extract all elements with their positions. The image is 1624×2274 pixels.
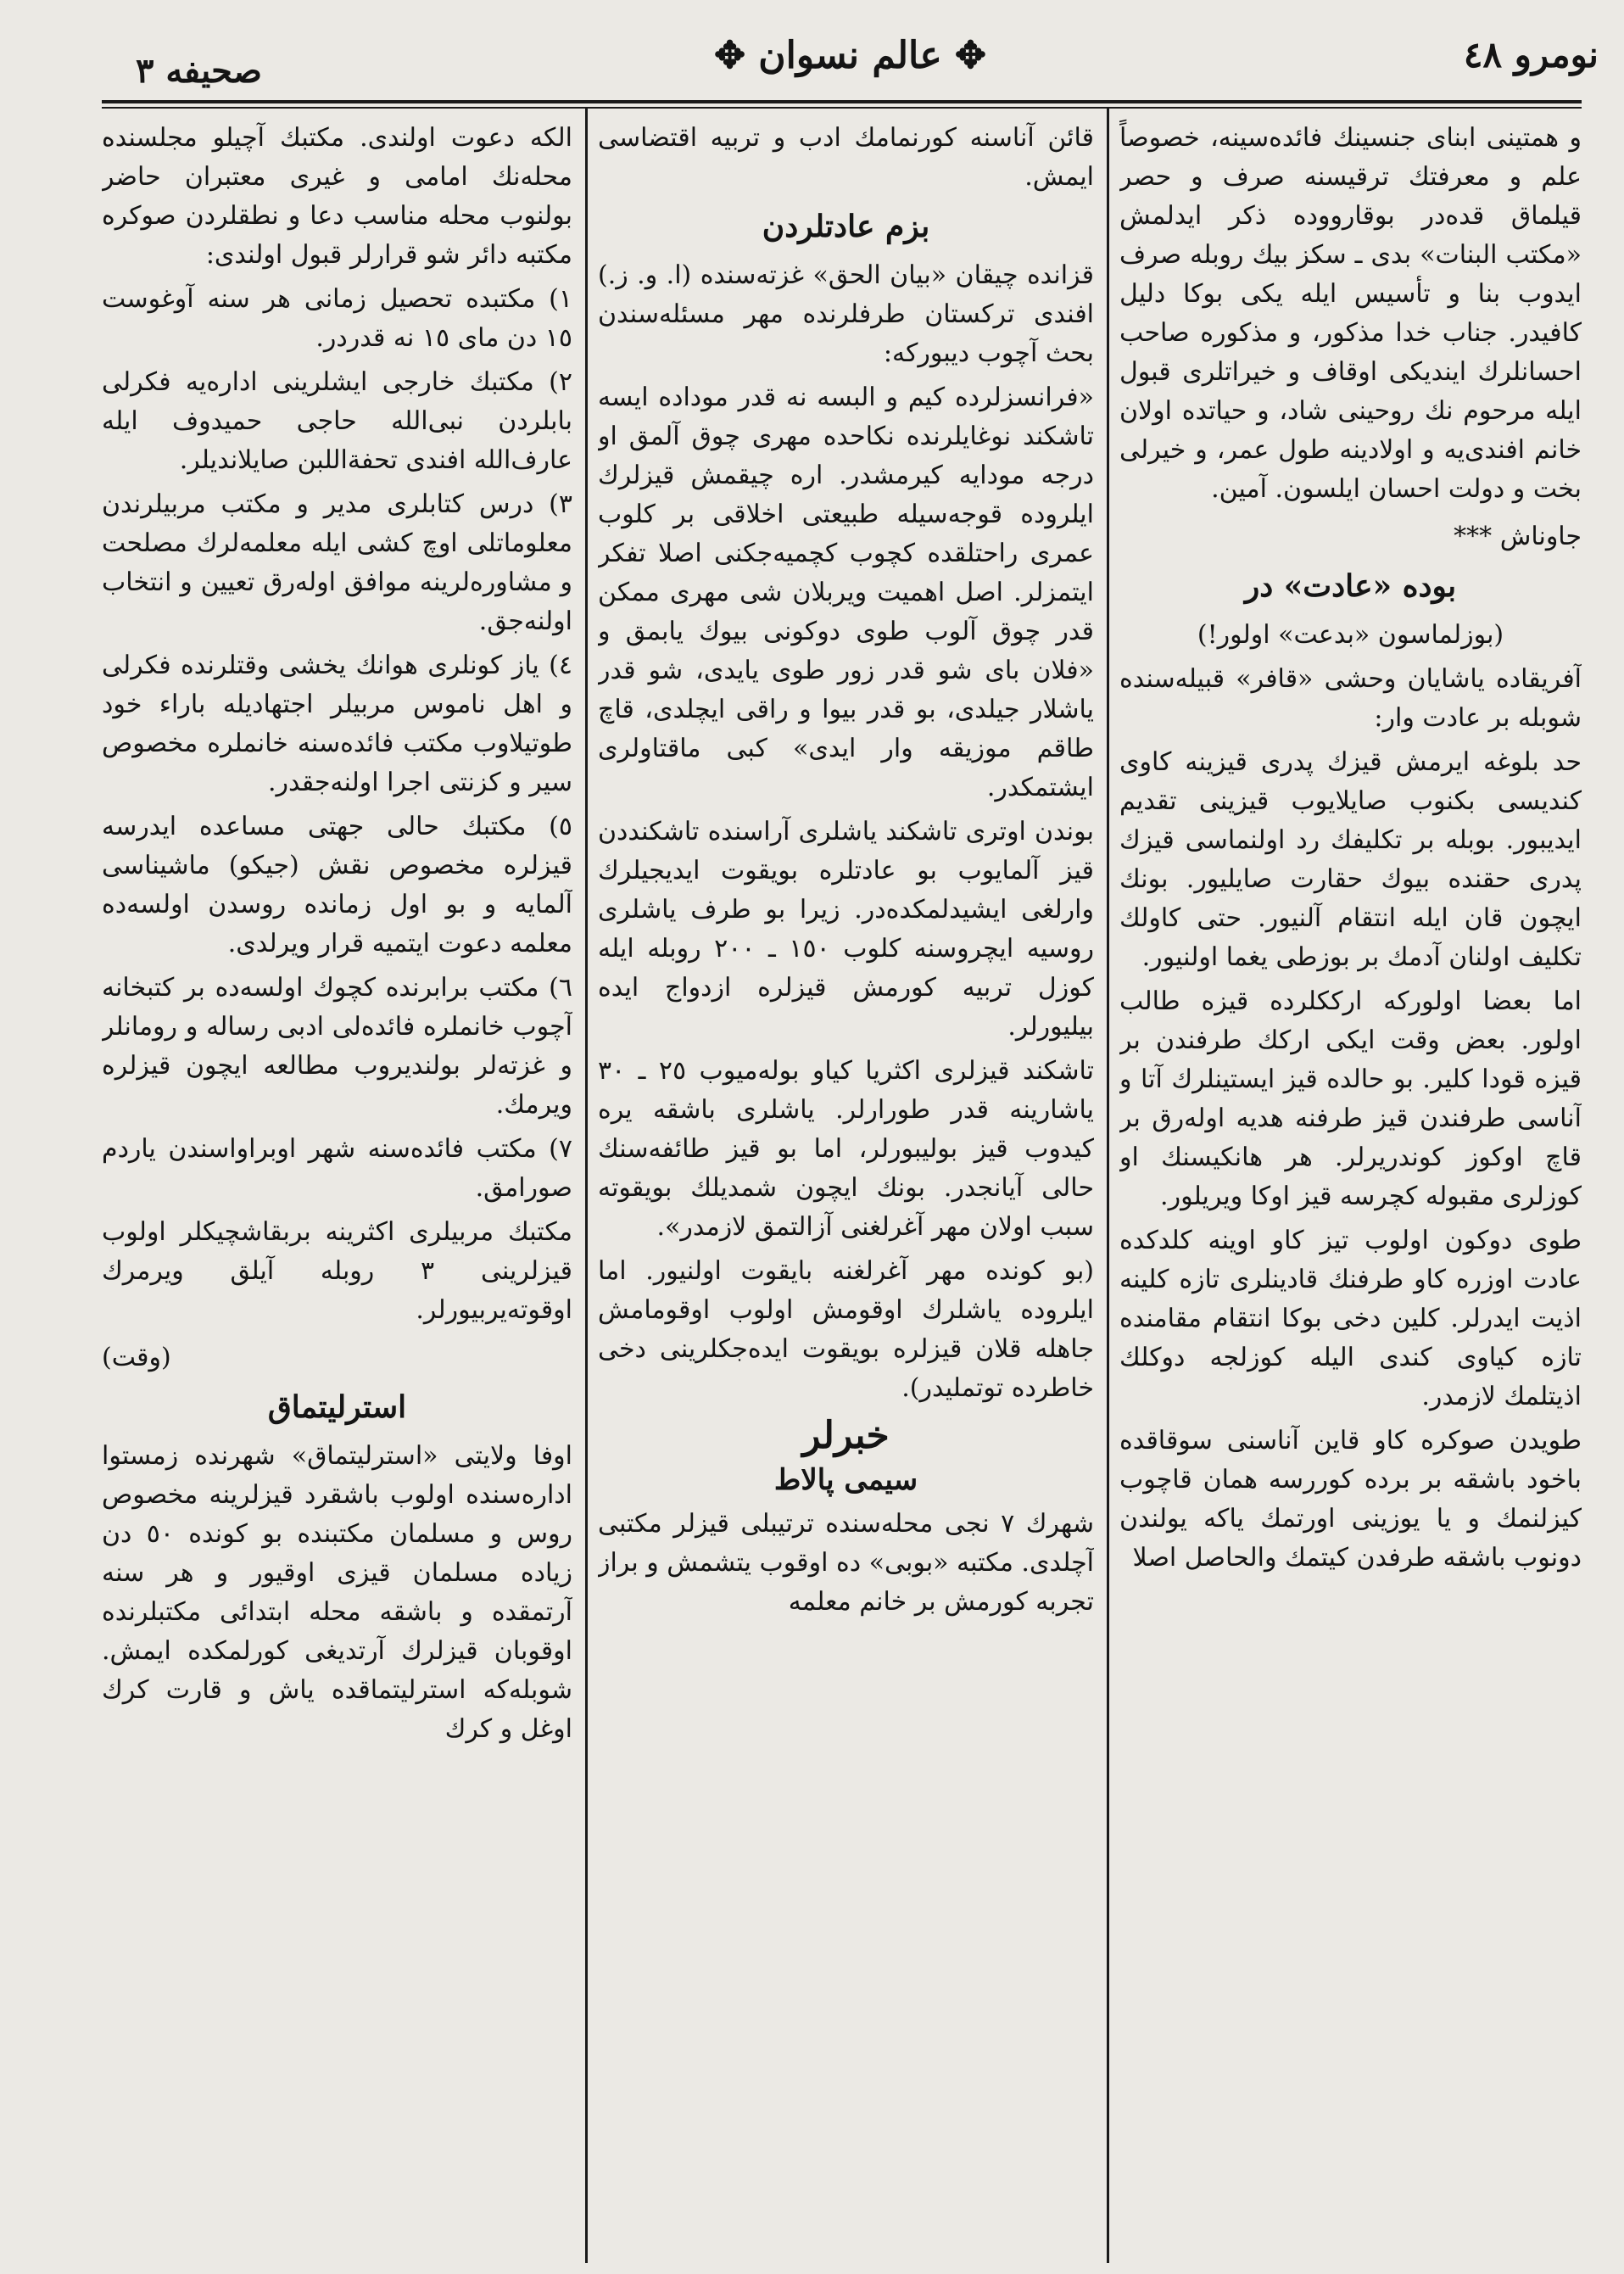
masthead-rule (102, 100, 1582, 103)
column-right (1119, 119, 1582, 2239)
paragraph: الکه دعوت اولندی. مکتبك آچیلو مجلسنده محله‌نك امامی و غیری معتبران حاضر بولنوب محله مناسب دعا و نطقلردن صوکره مکتبه دائر شو قرارلر قبول اولندی: (102, 123, 572, 270)
page-number: صحیفه ٣ (136, 51, 262, 91)
paragraph: طویدن صوکره کاو قاین آناسنی سوقاقده باخود باشقه بر برده کوررسه همان قاچوب کیزلنمك و یا یوزینی اورتمك یاکه یولندن دونوب باشقه طرفدن کیتمك والحاصل اصلا (1119, 1426, 1582, 1573)
paragraph: ٥) مکتبك حالی جهتی مساعده ایدرسه قیزلره مخصوص نقش (جیکو) ماشیناسی آلمایه و بو اول زمانده روسدن اولسه‌ده معلمه دعوت ایتمیه قرار ویرلدی. (102, 812, 572, 958)
paragraph: قائن آناسنه کورنمامك ادب و تربیه اقتضاسی ایمش. (598, 123, 1094, 192)
article-heading: بزم عادتلردن (762, 209, 930, 244)
news-location: سیمی پالاط (773, 1463, 918, 1497)
masthead (102, 34, 1599, 102)
newspaper-title (714, 34, 986, 77)
column-divider (1107, 109, 1109, 2263)
paragraph: طوی دوکون اولوب تیز کاو اوینه کلدکده عادت اوزره کاو طرفنك قادینلری تازه کلینه اذیت ایدرلر. کلین دخی بوکا انتقام مقامنده تازه کیاوی کندی الیله کوزلجه دوکلك اذیتلمك لازمدر. (1119, 1226, 1582, 1411)
paragraph: شهرك ٧ نجی محله‌سنده ترتیبلی قیزلر مکتبی آچلدی. مکتبه «بوبی» ده اوقوب یتشمش و براز تجربه کورمش بر خانم معلمه (598, 1509, 1094, 1617)
ornament-icon: ✥ (941, 34, 986, 77)
column-divider (585, 109, 588, 2263)
paragraph: و همتینی ابنای جنسینك فائده‌سینه، خصوصاً علم و معرفتك ترقیسنه صرف و حصر قیلماق قده‌در بوقارووده ذکر ایدلمش «مکتب البنات» بدی ـ سکز بیك روبله صرف ایدوب بنا و تأسیس ایله یکی بوکا دلیل کافیدر. جناب خدا مذکور، و مذکوره صاحب احسانلرك ایندیکی اوقاف و خیراتلری قبول ایله مرحوم نك روحینی شاد، و حیاتده اولان خانم افندی‌یه و اولادینه طول عمر، و خیرلی بخت و دولت احسان ایلسون. آمین. (1119, 123, 1582, 504)
signature: جاوناش *** (1454, 522, 1582, 551)
article-heading: بوده «عادت» در (1244, 568, 1457, 604)
column-middle (598, 119, 1094, 2239)
paragraph: «فرانسزلرده کیم و البسه نه قدر موداده ایسه تاشکند نوغایلرنده نکاحده مهری چوق آلمق او درجه مودایه کیرمشدر. اره چیقمش قیزلرك ایلروده قوجه‌سیله طبیعتی اخلاقی بر کلوب عمری راحتلقده کچوب کچمیه‌جکنی اصلا تفکر ایتمزلر. اصل اهمیت ویربلان شی مهری ممکن قدر چوق آلوب طوی دوکونی بیوك یابمق و «فلان بای شو قدر زور طوی یایدی، شو قدر یاشلار جیلدی، بو قدر بیوا و راقی ایچلدی، قاچ طاقم موزیقه وار ایدی» کبی ماقتاولری ایشتمکدر. (598, 383, 1094, 802)
paragraph: حد بلوغه ایرمش قیزك پدری قیزینه کاوی کندیسی بکنوب صایلایوب قیزینی تقدیم ایدیبور. بوبله بر تکلیفك رد اولنماسی قیزك پدری حقنده بیوك حقارت صایلیور. بونك ایچون قان ایله انتقام آلنیور. حتی کاولك تکلیف اولنان آدمك بر بوزطی یغما اولنیور. (1119, 747, 1582, 972)
ornament-icon: ✥ (714, 34, 759, 77)
paragraph: مکتبك مربیلری اکثرینه بربقاشچیکلر اولوب قیزلرینی ٣ روبله آیلق ویرمرك اوقوته‌یربیورلر. (102, 1217, 572, 1325)
source-attribution: (وقت) (102, 1343, 171, 1372)
paragraph: قزانده چیقان «بیان الحق» غزته‌سنده (ا. و. ز.) افندی ترکستان طرفلرنده مهر مسئله‌سندن بحث آچوب دیبورکه: (598, 260, 1094, 368)
paragraph: اما بعضا اولورکه ارککلرده قیزه طالب اولور. بعض وقت ایکی ارکك طرفندن بر قیزه قودا کلیر. بو حالده قیز ایستینلرك آتا و آناسی طرفندن قیز طرفنه هدیه اوله‌رق بر قاچ اوکوز کوندریرلر. هر هانکیسنك او کوزلری مقبوله کچرسه قیز اوکا ویریلور. (1119, 986, 1582, 1211)
news-section-title: خبرلر (802, 1414, 890, 1457)
paragraph: (بو کونده مهر آغرلغنه بایقوت اولنیور. اما ایلروده یاشلرك اوقومش اولوب اوقومامش جاهله قلان قیزلره بویقوت ایده‌جکلرینی دخی خاطرده توتملیدر). (598, 1256, 1094, 1403)
paragraph: تاشکند قیزلری اکثریا کیاو بوله‌میوب ٢٥ ـ ٣٠ یاشارینه قدر طورارلر. یاشلری باشقه یره کیدوب قیز بولیبورلر، اما بو قیز طائفه‌سنك حالی آیانجدر. بونك ایچون شمدیلك بویقوته سبب اولان مهر آغرلغنی آزالتمق لازمدر». (598, 1056, 1094, 1242)
paragraph: اوفا ولایتی «استرلیتماق» شهرنده زمستوا اداره‌سنده اولوب باشقرد قیزلرینه مخصوص روس و مسلمان مکتبنده بو کونده ٥٠ دن زیاده مسلمان قیزی اوقیور و هر سنه آرتمقده و باشقه محله ابتدائی مکتبلرنده اوقوبان قیزلرك آرتدیغی کورلمکده ایمش. شوبله‌که استرلیتماقده یاش و قارت کرك اوغل و کرك (102, 1441, 572, 1744)
paragraph: ٧) مکتب فائده‌سنه شهر اوبراواسندن یاردم صورامق. (102, 1134, 572, 1203)
column-left (102, 119, 572, 2239)
article-heading: استرلیتماق (267, 1389, 407, 1425)
paragraph: ١) مکتبده تحصیل زمانی هر سنه آوغوست ١٥ دن مای ١٥ نه قدردر. (102, 284, 572, 353)
paragraph: ٢) مکتبك خارجی ایشلرینی اداره‌یه فکرلی بابلردن نبی‌الله حاجی حمیدوف ایله عارف‌الله افندی تحفةاللبن صایلاندیلر. (102, 367, 572, 475)
masthead-rule-thin (102, 107, 1582, 109)
paragraph: ٦) مکتب برابرنده کچوك اولسه‌ده بر کتبخانه آچوب خانملره فائده‌لی ادبی رساله و رومانلر و غزته‌لر بولندیروب مطالعه ایچون قیزلره ویرمك. (102, 973, 572, 1120)
paragraph: بوندن اوتری تاشکند یاشلری آراسنده تاشکنددن قیز آلمایوب بو عادتلره بویقوت ایدیجیلرك وارلغی ایشیدلمکده‌در. زیرا بو طرف یاشلری روسیه ایچروسنه کلوب ١٥٠ ـ ٢٠٠ روبله ایله کوزل تربیه کورمش قیزلره ازدواج ایده بیلیورلر. (598, 817, 1094, 1042)
paragraph: ٣) درس کتابلری مدیر و مکتب مربیلرندن معلوماتلی اوچ کشی ایله معلمه‌لرك مصلحت و مشاورەلرینه موافق اوله‌رق تعیین و انتخاب اولنه‌جق. (102, 489, 572, 636)
paragraph: ٤) یاز کونلری هوانك یخشی وقتلرنده فکرلی و اهل ناموس مربیلر اجتهادیله باراء خود طوتیلاوب مکتب فائده‌سنه خانملره مخصوص سیر و کزنتی اجرا اولنه‌جقدر. (102, 651, 572, 797)
newspaper-title-text: عالم نسوان (758, 34, 942, 77)
issue-number: نومرو ٤٨ (1463, 34, 1599, 75)
article-subheading: (بوزلماسون «بدعت» اولور!) (1197, 620, 1504, 650)
paragraph: آفریقاده یاشایان وحشی «قافر» قبیله‌سنده شوبله بر عادت وار: (1119, 664, 1582, 733)
